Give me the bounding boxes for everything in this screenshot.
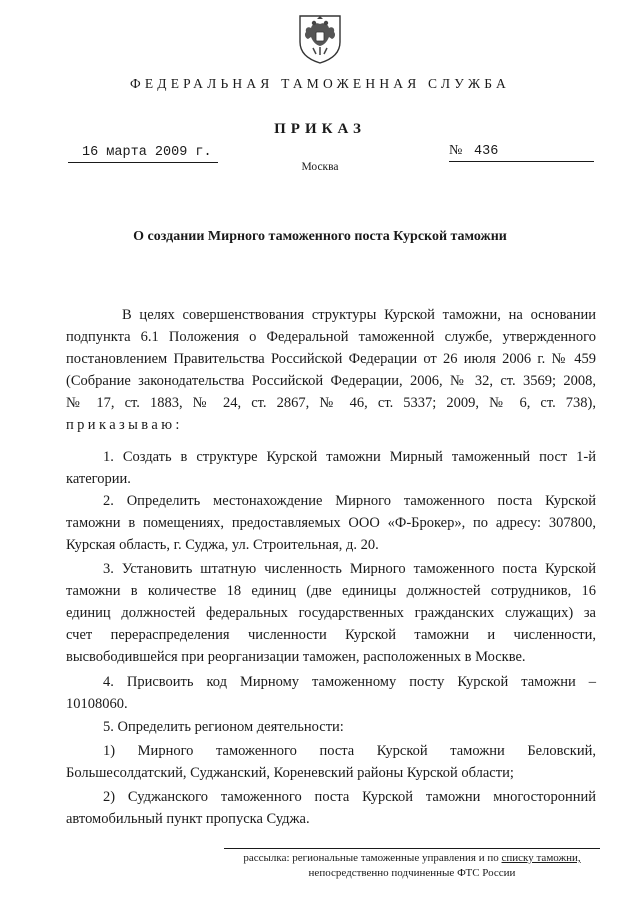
item-line: 5. Определить регионом деятельности:: [103, 719, 344, 735]
item-line: таможни в количестве 18 единиц (две единицы должностей сотрудников, 16: [66, 583, 596, 599]
preamble-line: подпункта 6.1 Положения о Федеральной таможенной службе, утвержденного: [66, 329, 596, 345]
order-number: 436: [474, 144, 499, 159]
distribution-note: [224, 851, 600, 881]
distribution-prefix: рассылка: региональные таможенные управления и по: [243, 852, 502, 864]
agency-name: ФЕДЕРАЛЬНАЯ ТАМОЖЕННАЯ СЛУЖБА: [130, 76, 510, 91]
item-line: единиц должностей федеральных государственных гражданских служащих) за: [66, 605, 596, 621]
item-line: категории.: [66, 471, 131, 487]
number-sign: №: [449, 143, 463, 158]
distribution-line-1: [224, 851, 600, 866]
item-line: 10108060.: [66, 696, 128, 712]
item-line: таможни в помещениях, предоставляемых ООО «Ф-Брокер», по адресу: 307800,: [66, 515, 596, 531]
order-date: 16 марта 2009 г.: [68, 145, 218, 163]
preamble-line: постановлением Правительства Российской Федерации от 26 июля 2006 г. № 459: [66, 351, 596, 367]
order-number-field: [449, 143, 594, 162]
preamble-line: № 17, ст. 1883, № 24, ст. 2867, № 46, ст. 5337; 2009, № 6, ст. 738),: [66, 395, 596, 411]
preamble-line: В целях совершенствования структуры Курской таможни, на основании: [122, 307, 596, 323]
item-line: Курская область, г. Суджа, ул. Строительная, д. 20.: [66, 537, 379, 553]
item-line: счет перераспределения численности Курской таможни и численности,: [66, 627, 596, 643]
footer-divider: [224, 848, 600, 849]
item-line: 3. Установить штатную численность Мирного таможенного поста Курской: [103, 561, 596, 577]
item-line: высвободившейся при реорганизации таможен, расположенных в Москве.: [66, 649, 526, 665]
subitem-line: автомобильный пункт пропуска Суджа.: [66, 811, 310, 827]
city: Москва: [301, 161, 339, 173]
document-title: О создании Мирного таможенного поста Курской таможни: [133, 229, 507, 244]
subitem-line: 1) Мирного таможенного поста Курской таможни Беловский,: [103, 743, 596, 759]
document-type: ПРИКАЗ: [274, 121, 366, 137]
subitem-line: 2) Суджанского таможенного поста Курской таможни многосторонний: [103, 789, 596, 805]
item-line: 2. Определить местонахождение Мирного таможенного поста Курской: [103, 493, 596, 509]
distribution-list-link: списку таможни,: [501, 852, 581, 864]
preamble-line: (Собрание законодательства Российской Федерации, 2006, № 32, ст. 3569; 2008,: [66, 373, 596, 389]
double-headed-eagle-emblem-icon: [297, 12, 343, 64]
item-line: 1. Создать в структуре Курской таможни Мирный таможенный пост 1-й: [103, 449, 596, 465]
distribution-line-2: непосредственно подчиненные ФТС России: [308, 867, 516, 879]
item-line: 4. Присвоить код Мирному таможенному посту Курской таможни –: [103, 674, 596, 690]
order-verb: приказываю:: [66, 417, 183, 433]
subitem-line: Большесолдатский, Суджанский, Кореневский районы Курской области;: [66, 765, 514, 781]
